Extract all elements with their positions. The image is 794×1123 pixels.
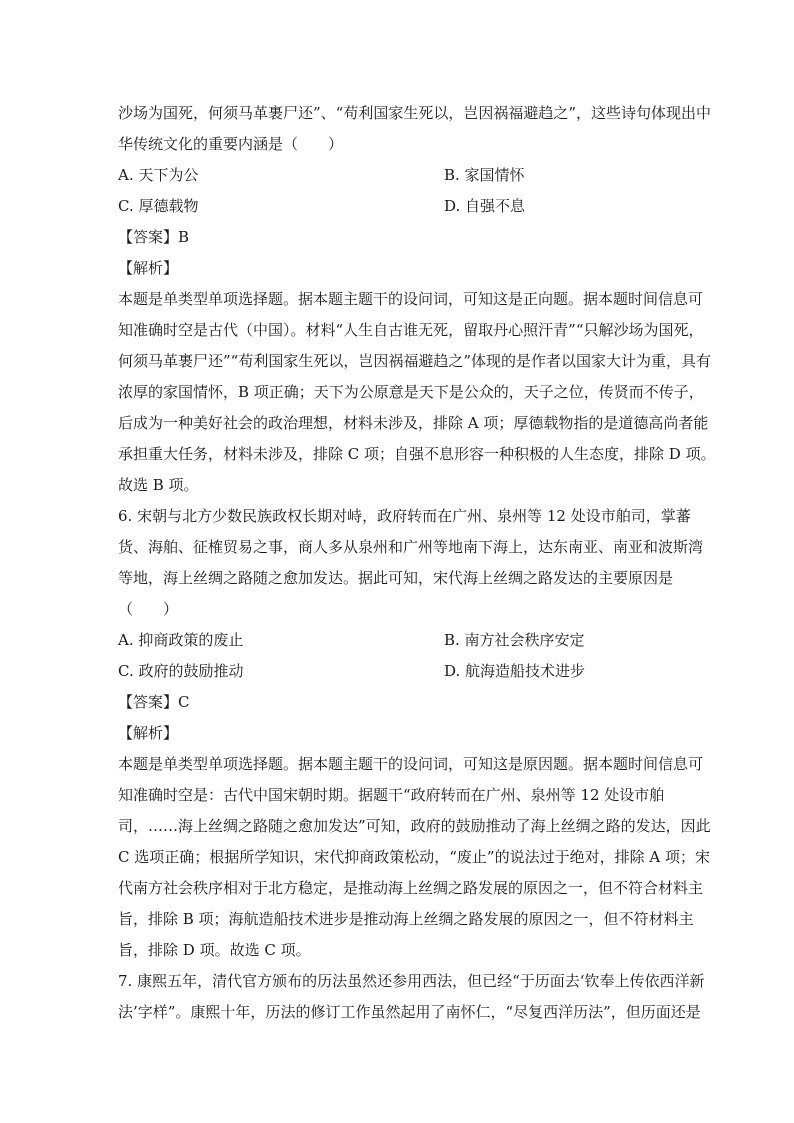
question-7 xyxy=(118,966,705,1028)
analysis-line: 本题是单类型单项选择题。据本题主题干的设问词，可知这是正向题。据本题时间信息可 xyxy=(118,290,704,308)
question-stem-line: 华传统文化的重要内涵是（ ） xyxy=(118,135,344,153)
option-b: B. 南方社会秩序安定 xyxy=(444,631,585,649)
question-stem-line: （ ） xyxy=(118,600,179,618)
analysis-line: 故选 B 项。 xyxy=(118,476,199,494)
question-stem-line: 等地，海上丝绸之路随之愈加发达。据此可知，宋代海上丝绸之路发达的主要原因是 xyxy=(118,569,674,587)
analysis-label: 【解析】 xyxy=(118,259,179,277)
answer-label: 【答案】C xyxy=(118,693,190,711)
analysis-line: 浓厚的家国情怀，B 项正确；天下为公原意是天下是公众的，天子之位，传贤而不传子， xyxy=(118,383,704,401)
question-stem-line: 货、海舶、征榷贸易之事，商人多从泉州和广州等地南下海上，达东南亚、南亚和波斯湾 xyxy=(118,538,704,556)
analysis-line: 承担重大任务，材料未涉及，排除 C 项；自强不息形容一种积极的人生态度，排除 D 项。 xyxy=(118,445,716,463)
analysis-line: 代南方社会秩序相对于北方稳定，是推动海上丝绸之路发展的原因之一，但不符合材料主 xyxy=(118,879,704,897)
option-c: C. 厚德载物 xyxy=(118,197,199,215)
question-stem-line: 法’字样”。康熙十年，历法的修订工作虽然起用了南怀仁，“尽复西洋历法”，但历面还是 xyxy=(118,1003,701,1021)
question-6 xyxy=(118,501,711,966)
analysis-line: C 选项正确；根据所学知识，宋代抑商政策松动，“废止”的说法过于绝对，排除 A 项；宋 xyxy=(118,848,710,866)
analysis-line: 旨，排除 B 项；海航造船技术进步是推动海上丝绸之路发展的原因之一，但不符材料主 xyxy=(118,910,694,928)
options-row xyxy=(118,625,674,656)
question-stem-line: 沙场为国死，何须马革裹尸还”、“苟利国家生死以，岂因祸福避趋之”，这些诗句体现出中 xyxy=(118,104,712,122)
option-d: D. 自强不息 xyxy=(444,197,526,215)
options-row xyxy=(118,656,674,687)
answer-label: 【答案】B xyxy=(118,228,190,246)
option-b: B. 家国情怀 xyxy=(444,166,525,184)
question-stem-line: 7. 康熙五年，清代官方颁布的历法虽然还参用西法，但已经“于历面去‘钦奉上传依西洋新 xyxy=(118,972,705,990)
analysis-line: 司，……海上丝绸之路随之愈加发达”可知，政府的鼓励推动了海上丝绸之路的发达，因此 xyxy=(118,817,711,835)
question-stem-line: 6. 宋朝与北方少数民族政权长期对峙，政府转而在广州、泉州等 12 处设市舶司，掌蕃 xyxy=(118,507,691,525)
analysis-line: 知准确时空是：古代中国宋朝时期。据题干“政府转而在广州、泉州等 12 处设市舶 xyxy=(118,786,665,804)
analysis-line: 本题是单类型单项选择题。据本题主题干的设问词，可知这是原因题。据本题时间信息可 xyxy=(118,755,704,773)
options-row xyxy=(118,160,674,191)
analysis-line: 何须马革裹尸还”“苟利国家生死以，岂因祸福避趋之”体现的是作者以国家大计为重，具有 xyxy=(118,352,712,370)
analysis-label: 【解析】 xyxy=(118,724,179,742)
option-c: C. 政府的鼓励推动 xyxy=(118,662,244,680)
document-page xyxy=(118,98,716,1028)
option-a: A. 天下为公 xyxy=(118,166,199,184)
analysis-line: 知准确时空是古代（中国）。材料“人生自古谁无死，留取丹心照汗青”“只解沙场为国死， xyxy=(118,321,704,339)
analysis-line: 后成为一种美好社会的政治理想，材料未涉及，排除 A 项；厚德载物指的是道德高尚者能 xyxy=(118,414,709,432)
question-5 xyxy=(118,98,716,501)
analysis-line: 旨，排除 D 项。故选 C 项。 xyxy=(118,941,311,959)
options-row xyxy=(118,191,674,222)
option-a: A. 抑商政策的废止 xyxy=(118,631,244,649)
option-d: D. 航海造船技术进步 xyxy=(444,662,586,680)
